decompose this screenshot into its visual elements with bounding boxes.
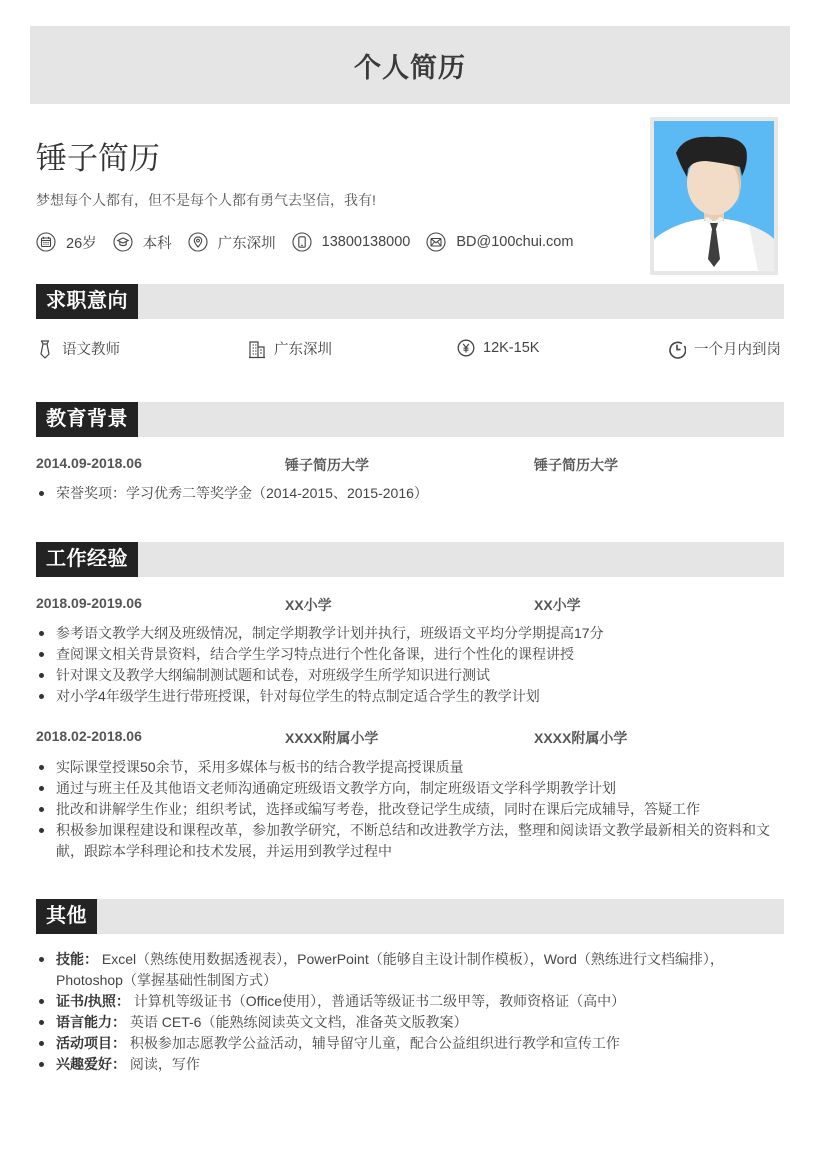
resume-title-bar [30,26,790,104]
degree-value: 本科 [142,235,172,252]
work-entry-1-header [36,595,784,615]
section-title-education: 教育背景 [36,402,138,437]
intent-city-value: 广东深圳 [274,342,332,358]
profile-photo [650,117,778,275]
list-item-certificates [36,991,786,1012]
avatar-illustration [654,121,774,271]
location-value: 广东深圳 [217,235,276,252]
other-list [36,949,786,1075]
education-entry [36,455,784,475]
section-header-other [36,899,784,934]
location-pin-icon [188,232,208,252]
intent-position [36,338,120,359]
work-period: 2018.09-2019.06 [36,595,142,611]
education-major: 锤子简历大学 [534,457,618,473]
tie-icon [36,339,54,359]
section-header-intent [36,284,784,319]
work-entry-2-bullets [36,757,786,862]
clock-icon [668,339,686,359]
intent-salary [457,338,539,358]
yen-icon [457,338,475,358]
list-item: 查阅课文相关背景资料，结合学生学习特点进行个性化备课，进行个性化的课程讲授 [36,644,786,665]
list-item: 实际课堂授课50余节，采用多媒体与板书的结合教学提高授课质量 [36,757,786,778]
education-bullets [36,483,786,504]
list-item: 通过与班主任及其他语文老师沟通确定班级语文教学方向，制定班级语文学科学期教学计划 [36,778,786,799]
work-entry-2-header [36,728,784,748]
email-value: BD@100chui.com [456,234,574,250]
list-item: 参考语文教学大纲及班级情况，制定学期教学计划并执行，班级语文平均分学期提高17分 [36,623,786,644]
section-header-education [36,402,784,437]
list-item-hobbies [36,1054,786,1075]
contact-location [188,232,276,253]
item-label: 技能： [56,951,98,967]
item-text: 英语 CET-6（能熟练阅读英文文档，准备英文版教案） [129,1014,468,1030]
section-title-other: 其他 [36,899,97,934]
page-title: 个人简历 [354,52,466,83]
list-item: 积极参加课程建设和课程改革，参加教学研究，不断总结和改进教学方法，整理和阅读语文教学最新相关的资料和文献，跟踪本学科理论和技术发展，并运用到教学过程中 [36,820,786,862]
list-item-activities [36,1033,786,1054]
section-header-work [36,542,784,577]
phone-value: 13800138000 [321,234,411,250]
work-role: XXXX附属小学 [534,730,628,746]
candidate-motto: 梦想每个人都有，但不是每个人都有勇气去坚信，我有! [36,192,376,208]
list-item: 荣誉奖项：学习优秀二等奖学金（2014-2015、2015-2016） [36,483,786,504]
section-title-intent: 求职意向 [36,284,138,319]
age-value: 26岁 [66,235,97,252]
education-period: 2014.09-2018.06 [36,455,142,471]
work-period: 2018.02-2018.06 [36,728,142,744]
education-school: 锤子简历大学 [285,457,369,473]
intent-position-value: 语文教师 [62,342,120,358]
contact-info [36,231,589,253]
calendar-icon [36,232,56,252]
work-role: XX小学 [534,597,581,613]
phone-icon [292,232,312,252]
item-text: Excel（熟练使用数据透视表），PowerPoint（能够自主设计制作模板），Word（熟练进行文档编排），Photoshop（掌握基础性制图方式） [56,951,724,988]
list-item-skills [36,949,786,991]
section-title-work: 工作经验 [36,542,138,577]
building-icon [248,339,266,359]
item-text: 计算机等级证书（Office使用），普通话等级证书二级甲等，教师资格证（高中） [133,993,626,1009]
graduation-cap-icon [113,232,133,252]
intent-city [248,338,332,359]
intent-salary-value: 12K-15K [483,340,540,356]
contact-email [426,232,573,252]
list-item-languages [36,1012,786,1033]
list-item: 批改和讲解学生作业；组织考试，选择或编写考卷，批改登记学生成绩，同时在课后完成辅导，答疑工作 [36,799,786,820]
work-company: XXXX附属小学 [285,730,379,746]
item-label: 兴趣爱好： [56,1056,126,1072]
item-label: 证书/执照： [56,993,130,1009]
contact-degree [113,232,172,253]
intent-availability [668,338,781,359]
list-item: 对小学4年级学生进行带班授课，针对每位学生的特点制定适合学生的教学计划 [36,686,786,707]
item-text: 积极参加志愿教学公益活动，辅导留守儿童，配合公益组织进行教学和宣传工作 [129,1035,620,1051]
item-label: 活动项目： [56,1035,126,1051]
intent-availability-value: 一个月内到岗 [694,342,781,358]
contact-phone [292,232,411,252]
contact-age [36,232,97,253]
list-item: 针对课文及教学大纲编制测试题和试卷，对班级学生所学知识进行测试 [36,665,786,686]
candidate-name: 锤子简历 [36,141,160,176]
item-text: 阅读，写作 [129,1056,200,1072]
work-entry-1-bullets [36,623,786,707]
mail-icon [426,232,446,252]
item-label: 语言能力： [56,1014,126,1030]
work-company: XX小学 [285,597,332,613]
